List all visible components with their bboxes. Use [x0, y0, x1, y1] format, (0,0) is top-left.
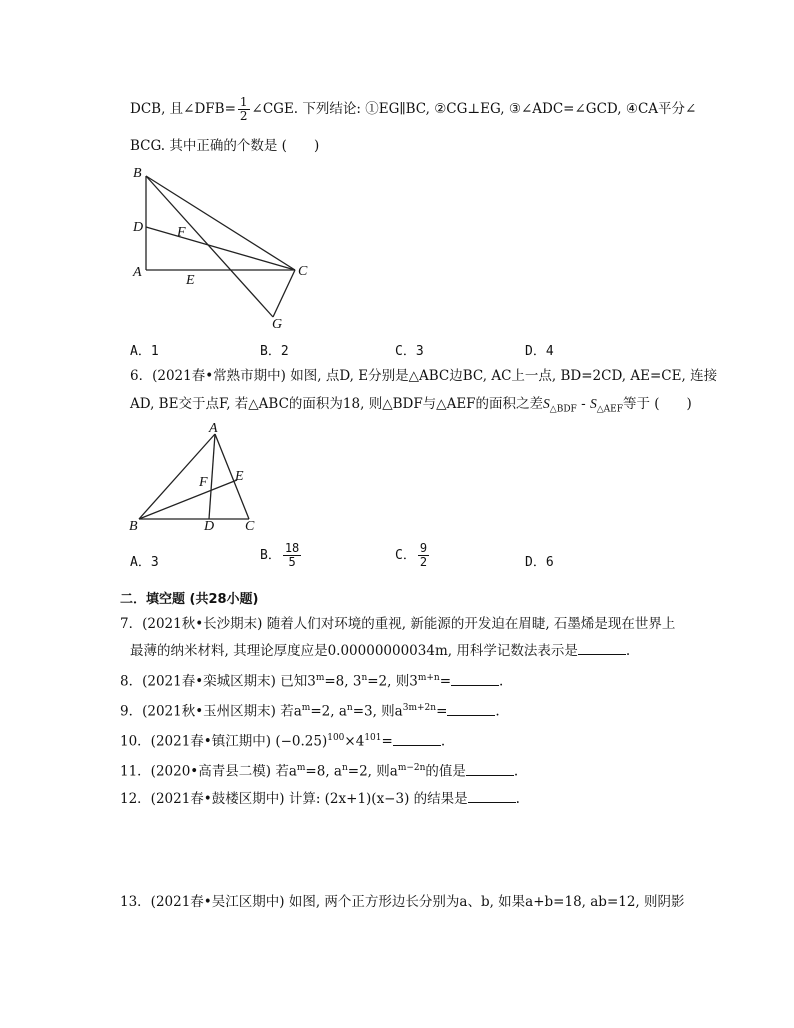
q5-seg-CG	[273, 270, 295, 317]
q6-seg-AC	[215, 434, 249, 519]
q5-option-c[interactable]: C．3	[395, 344, 424, 359]
q6-label-B: B	[129, 519, 138, 534]
q5-label-E: E	[186, 273, 195, 288]
q11-answer-blank[interactable]	[466, 761, 514, 776]
q5-seg-BG	[146, 176, 273, 317]
q6-minus: -	[576, 396, 590, 412]
q5-line1-post: ∠CGE. 下列结论: ①EG∥BC, ②CG⊥EG, ③∠ADC=∠GCD, ④CA平分∠	[251, 101, 697, 117]
q7-answer-blank[interactable]	[578, 640, 626, 655]
q6-s2: S	[589, 396, 597, 411]
q9-answer-blank[interactable]	[447, 701, 495, 716]
q12-answer-blank[interactable]	[468, 788, 516, 803]
q6-label-E: E	[235, 469, 244, 484]
q5-label-D: D	[133, 220, 144, 235]
q5-option-d[interactable]: D．4	[525, 344, 554, 359]
q5-label-A: A	[133, 265, 142, 280]
q6-line2	[130, 394, 692, 420]
q6-label-D: D	[204, 519, 215, 534]
q5-line1-pre: DCB, 且∠DFB=	[130, 101, 236, 117]
q8-line: 8．(2021春•栾城区期末) 已知$3^m=8$, $3^n=2$, 则$3^{m+n}=$ .	[120, 668, 503, 692]
q5-label-F: F	[177, 225, 186, 240]
q5-label-B: B	[133, 166, 142, 181]
q6-option-b-fraction: $\frac{18}{5}$	[284, 541, 300, 569]
q5-label-C: C	[298, 264, 308, 279]
q10-answer-blank[interactable]	[393, 731, 441, 746]
q6-line1: 6．(2021春•常熟市期中) 如图, 点D, E分别是△ABC边BC, AC上一点, BD=2CD, AE=CE, 连接	[130, 368, 718, 384]
q9-line: 9．(2021秋•玉州区期末) 若$a^m=2$, $a^n=3$, 则$a^{3m+2n}=$ .	[120, 698, 500, 722]
q5-option-a[interactable]: A．1	[130, 344, 159, 359]
q5-line2: BCG. 其中正确的个数是 ( )	[130, 138, 320, 154]
q6-option-c[interactable]	[395, 542, 431, 569]
q6-line2-post: 等于 ( )	[622, 396, 692, 412]
q6-option-b-prefix: B．	[260, 548, 281, 563]
q5-seg-DC	[146, 227, 295, 270]
q6-label-C: C	[245, 519, 255, 534]
q5-option-b[interactable]: B．2	[260, 344, 289, 359]
q6-s1: S	[543, 396, 550, 411]
q11-line: 11．(2020•高青县二模) 若$a^m=8$, $a^n=2$, 则$a^{m-2n}$的值是 .	[120, 758, 518, 782]
q6-figure	[125, 418, 275, 538]
q6-line2-pre: AD, BE交于点F, 若△ABC的面积为18, 则△BDF与△AEF的面积之差	[130, 396, 544, 412]
q6-option-a[interactable]: A．3	[130, 555, 159, 570]
q5-figure	[125, 160, 325, 332]
q10-line: 10．(2021春•镇江期中) $(-0.25)^{100}\times 4^{101}=$ .	[120, 728, 445, 752]
q6-option-c-fraction: $\frac{9}{2}$	[419, 541, 428, 569]
q6-s1-sub: △BDF	[549, 404, 577, 415]
q7-line2-text: 最薄的纳米材料, 其理论厚度应是0.00000000034m, 用科学记数法表示是	[130, 643, 578, 659]
q5-line1	[130, 96, 696, 123]
q12-line: 12．(2021春•鼓楼区期中) 计算: (2x+1)(x−3) 的结果是 .	[120, 788, 520, 809]
q6-label-F: F	[199, 475, 208, 490]
section-fill-in-blank-heading: 二．填空题 (共28小题)	[120, 592, 259, 607]
q6-seg-BE	[139, 480, 237, 519]
q5-seg-BC	[146, 176, 295, 270]
q6-s2-sub: △AEF	[596, 404, 623, 415]
q6-label-A: A	[209, 421, 218, 436]
q7-line2: 最薄的纳米材料, 其理论厚度应是0.00000000034m, 用科学记数法表示是 .	[130, 640, 630, 661]
q13-line1: 13．(2021春•吴江区期中) 如图, 两个正方形边长分别为a、b, 如果a+b=18, ab=12, 则阴影	[120, 894, 685, 910]
q6-option-d[interactable]: D．6	[525, 555, 554, 570]
q7-line1: 7．(2021秋•长沙期末) 随着人们对环境的重视, 新能源的开发迫在眉睫, 石墨烯是现在世界上	[120, 616, 676, 632]
q8-answer-blank[interactable]	[451, 671, 499, 686]
q5-label-G: G	[272, 317, 283, 332]
q6-seg-AD	[209, 434, 215, 519]
q6-option-c-prefix: C．	[395, 548, 416, 563]
q5-fraction: $\frac{1}{2}$	[239, 95, 248, 123]
q6-option-b[interactable]	[260, 542, 303, 569]
